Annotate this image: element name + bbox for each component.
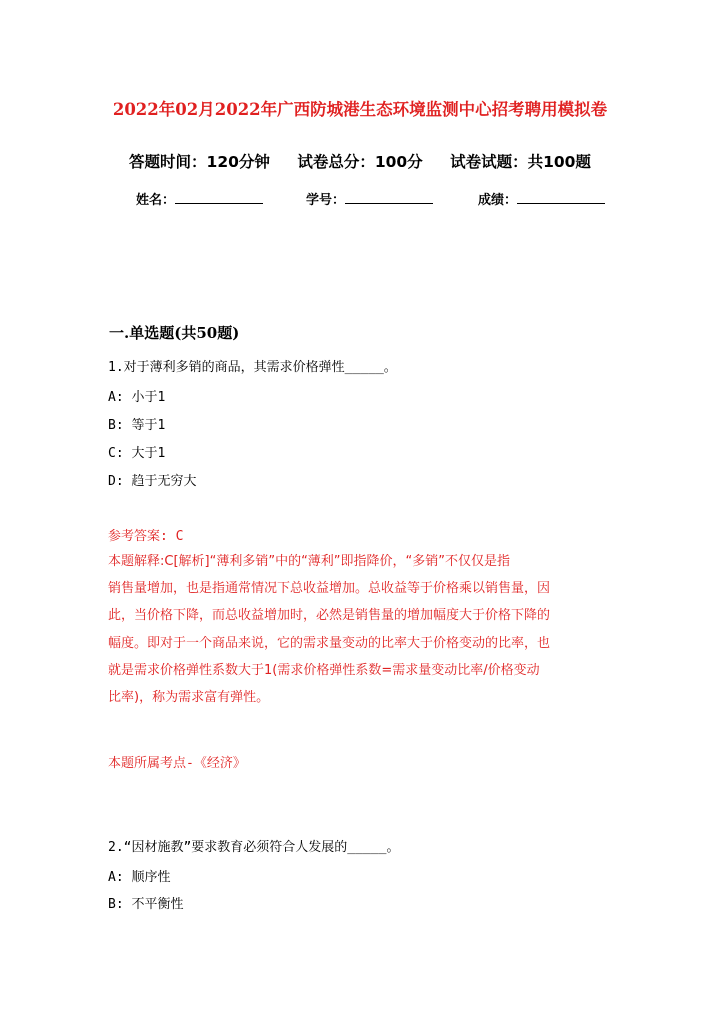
student-id-label: 学号： [306,193,346,208]
name-field[interactable] [136,189,263,208]
explanation-line: 本题解释:C[解析]“薄利多销”中的“薄利”即指降价，“多销”不仅仅是指 [108,554,511,569]
explanation-line: 比率)，称为需求富有弹性。 [108,690,270,706]
exam-info [0,150,720,172]
question-1-answer: 参考答案: C [108,529,184,544]
question-1-option-b: B: 等于1 [108,418,166,433]
student-id-field[interactable] [306,189,433,208]
question-2-option-a: A: 顺序性 [108,870,171,885]
exam-question-count: 试卷试题：共100题 [450,153,591,171]
student-id-blank[interactable] [345,191,433,204]
name-label: 姓名： [136,193,176,208]
question-2-stem: 2.“因材施教”要求教育必须符合人发展的_____。 [108,840,400,855]
explanation-line: 此，当价格下降，而总收益增加时，必然是销售量的增加幅度大于价格下降的 [108,608,551,624]
question-1-option-a: A: 小于1 [108,390,166,405]
document-title: 2022年02月2022年广西防城港生态环境监测中心招考聘用模拟卷 [112,100,608,119]
exam-time: 答题时间：120分钟 [129,153,270,171]
exam-total-score: 试卷总分：100分 [297,153,423,171]
question-2-option-b: B: 不平衡性 [108,897,184,912]
name-blank[interactable] [175,191,263,204]
explanation-line: 幅度。即对于一个商品来说，它的需求量变动的比率大于价格变动的比率，也 [108,635,551,651]
question-1-topic: 本题所属考点-《经济》 [108,756,246,771]
question-1-option-c: C: 大于1 [108,446,166,461]
grade-label: 成绩： [478,193,518,208]
grade-blank[interactable] [517,191,605,204]
explanation-line: 就是需求价格弹性系数大于1(需求价格弹性系数=需求量变动比率/价格变动 [108,662,540,678]
question-1-explanation [108,548,608,711]
section-title: 一.单选题(共50题) [109,324,240,342]
grade-field[interactable] [478,189,605,208]
question-1-stem: 1.对于薄利多销的商品，其需求价格弹性_____。 [108,360,397,375]
explanation-line: 销售量增加，也是指通常情况下总收益增加。总收益等于价格乘以销售量，因 [108,581,551,597]
question-1-option-d: D: 趋于无穷大 [108,474,197,489]
